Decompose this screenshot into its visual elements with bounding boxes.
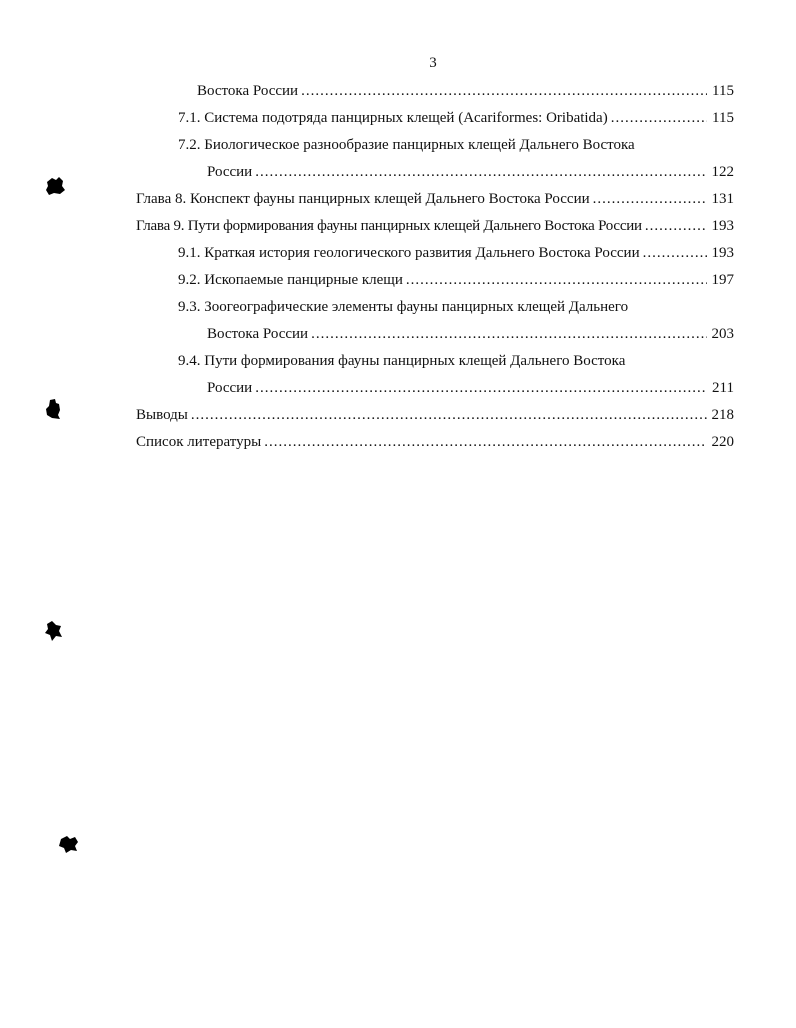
toc-entry xyxy=(136,404,734,426)
toc-entry-title-line1: 9.4. Пути формирования фауны панцирных клещей Дальнего Востока xyxy=(178,353,626,369)
toc-leader-dots xyxy=(593,188,707,210)
toc-entry xyxy=(207,161,734,183)
scan-hole-mark xyxy=(44,620,64,642)
scan-hole-mark xyxy=(58,834,82,854)
toc-entry-page: 218 xyxy=(711,407,734,423)
toc-entry xyxy=(207,377,734,399)
toc-entry xyxy=(136,215,734,237)
toc-entry-page: 197 xyxy=(711,272,734,288)
scan-hole-mark xyxy=(44,176,66,196)
toc-entry-page: 211 xyxy=(712,380,734,396)
toc-entry-title: Выводы xyxy=(136,407,188,423)
toc-entry-title-line1: 7.2. Биологическое разнообразие панцирных клещей Дальнего Востока xyxy=(178,137,635,153)
toc-entry-title: Список литературы xyxy=(136,434,262,450)
toc-leader-dots xyxy=(301,80,707,102)
toc-entry-title: России xyxy=(207,164,253,180)
toc-leader-dots xyxy=(255,377,707,399)
toc-leader-dots xyxy=(311,323,706,345)
toc-entry-title: России xyxy=(207,380,253,396)
toc-leader-dots xyxy=(645,215,707,237)
toc-entry-title: 9.1. Краткая история геологического развития Дальнего Востока России xyxy=(178,245,640,261)
toc-entry xyxy=(197,80,734,102)
toc-leader-dots xyxy=(255,161,706,183)
toc-entry-page: 115 xyxy=(712,83,734,99)
scan-hole-mark xyxy=(44,398,64,420)
toc-entry-page: 122 xyxy=(711,164,734,180)
toc-leader-dots xyxy=(191,404,707,426)
toc-entry-page: 220 xyxy=(711,434,734,450)
toc-entry-title: Востока России xyxy=(197,83,299,99)
toc-entry xyxy=(178,269,734,291)
toc-entry xyxy=(136,431,734,453)
toc-entry-page: 203 xyxy=(711,326,734,342)
toc-entry-title: Глава 8. Конспект фауны панцирных клещей Дальнего Востока России xyxy=(136,191,590,207)
toc-entry-page: 115 xyxy=(712,110,734,126)
toc-entry-title: 9.2. Ископаемые панцирные клещи xyxy=(178,272,403,288)
toc-leader-dots xyxy=(643,242,707,264)
toc-entry-title: 7.1. Система подотряда панцирных клещей (Acariformes: Oribatida) xyxy=(178,110,608,126)
toc-leader-dots xyxy=(406,269,707,291)
toc-entry-page: 193 xyxy=(711,218,734,234)
toc-entry-title-line1: 9.3. Зоогеографические элементы фауны панцирных клещей Дальнего xyxy=(178,299,629,315)
toc-entry-page: 193 xyxy=(711,245,734,261)
toc-entry xyxy=(178,242,734,264)
toc-entry xyxy=(207,323,734,345)
toc-entry-title: Глава 9. Пути формирования фауны панцирных клещей Дальнего Востока России xyxy=(136,218,642,234)
toc-entry-title: Востока России xyxy=(207,326,309,342)
toc-entry-page: 131 xyxy=(711,191,734,207)
toc-entry xyxy=(136,188,734,210)
toc-leader-dots xyxy=(611,107,707,129)
page-number: 3 xyxy=(429,55,437,71)
toc-entry xyxy=(178,107,734,129)
toc-leader-dots xyxy=(264,431,706,453)
